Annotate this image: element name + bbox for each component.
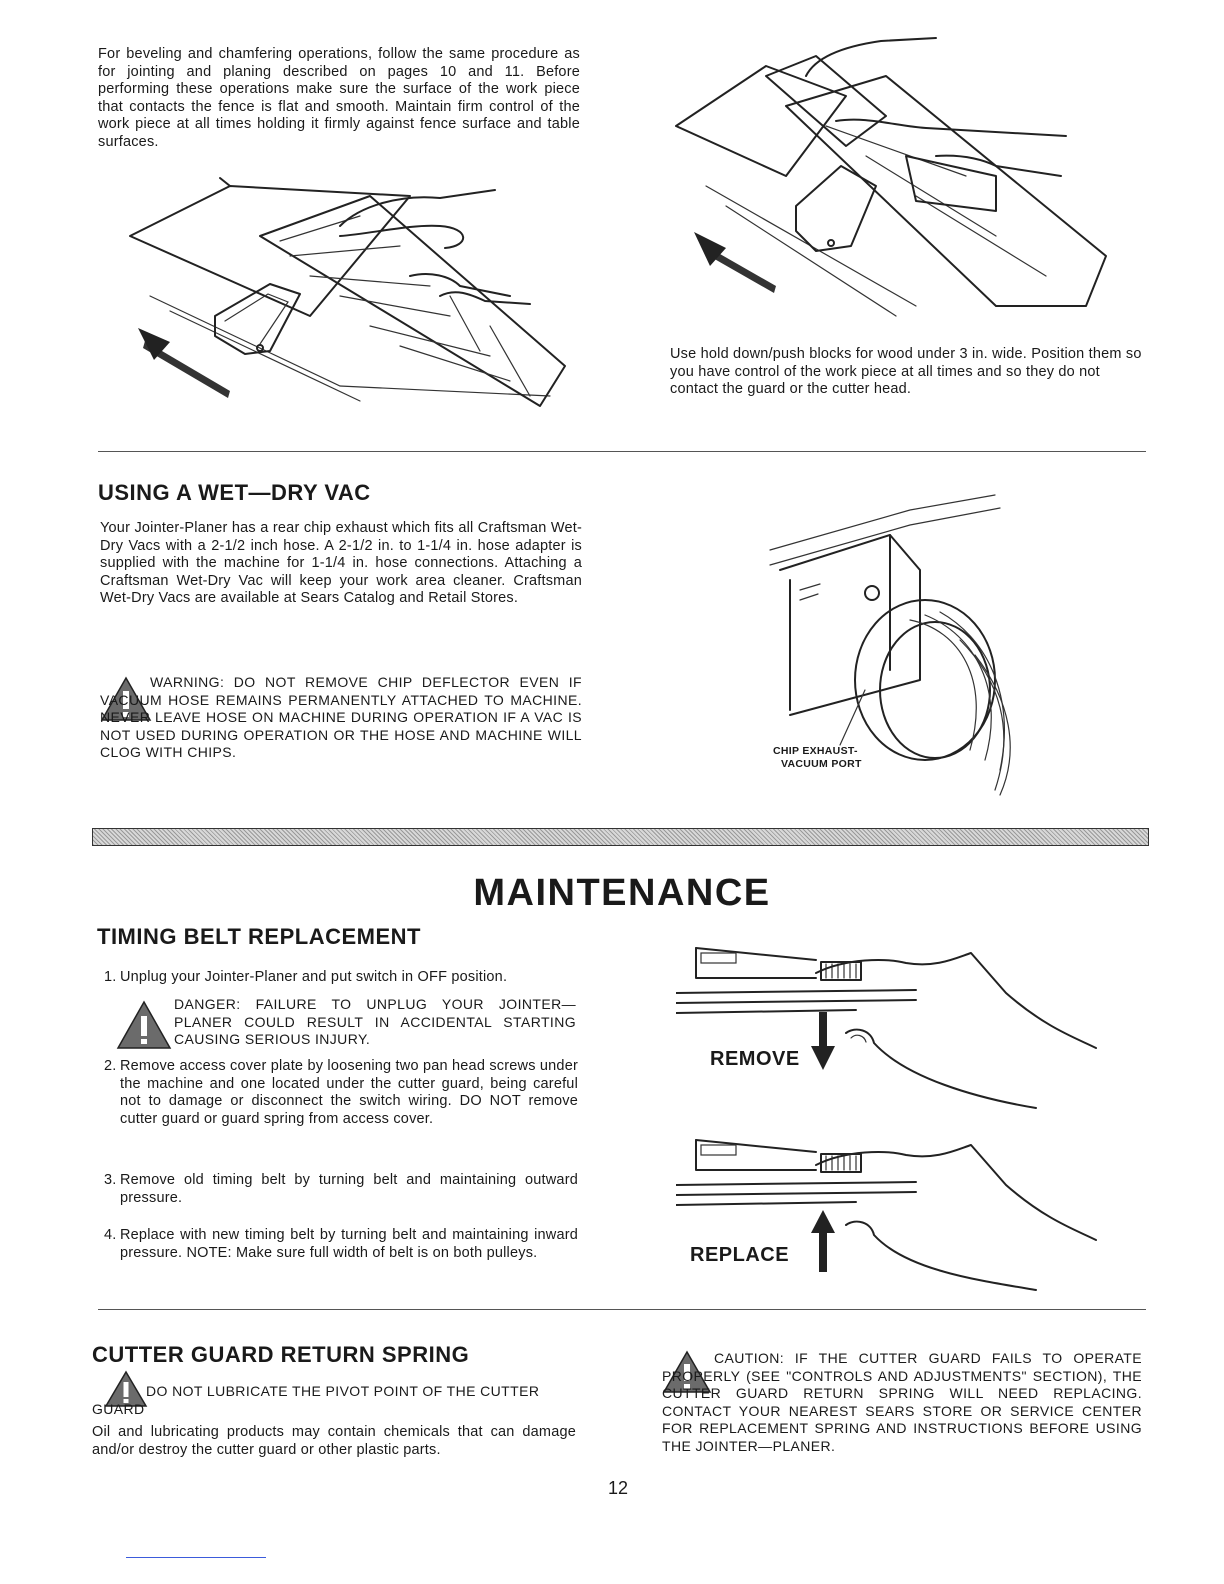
timing-belt-danger: DANGER: FAILURE TO UNPLUG YOUR JOINTER—PLANER COULD RESULT IN ACCIDENTAL STARTING CAUSING SERIOUS INJURY. [174, 996, 576, 1047]
replace-label: REPLACE [690, 1244, 790, 1266]
danger-icon [116, 1000, 172, 1050]
push-block-caption: Use hold down/push blocks for wood under 3 in. wide. Position them so you have control of the work piece at all times and so they do not contact the guard or the cutter head. [670, 346, 1142, 397]
section-divider-top [98, 451, 1146, 452]
step-number: 2. [104, 1058, 117, 1074]
vacuum-port-label-line1: CHIP EXHAUST- [773, 745, 858, 757]
wet-dry-vac-paragraph: Your Jointer-Planer has a rear chip exhaust which fits all Craftsman Wet-Dry Vacs with a 2-1/2 inch hose. A 2-1/2 in. to 1-1/4 in. hose adapter is supplied with the machine for 1-1/4 in. hose connections. Attaching a Craftsman Wet-Dry Vac will keep your work area cleaner. Craftsman Wet-Dry Vacs are available at Sears Catalog and Retail Stores. [100, 520, 582, 606]
page-number: 12 [607, 1478, 629, 1498]
step-text: Remove access cover plate by loosening two pan head screws under the machine and one located under the cutter guard, being careful not to damage or disconnect the switch wiring. DO NOT remove cutter guard or guard spring from access cover. [120, 1058, 578, 1127]
cutter-guard-caution [662, 1350, 1142, 1455]
cutter-guard-heading: CUTTER GUARD RETURN SPRING [92, 1342, 470, 1367]
step-number: 1. [104, 969, 117, 985]
cutter-guard-warning-text: DO NOT LUBRICATE THE PIVOT POINT OF THE CUTTER GUARD [92, 1383, 540, 1417]
cutter-guard-paragraph: Oil and lubricating products may contain chemicals that can damage and/or destroy the cutter guard or other plastic parts. [92, 1424, 576, 1458]
maintenance-title: MAINTENANCE [473, 872, 771, 914]
section-banner-bar [92, 828, 1149, 846]
section-divider-bottom [98, 1309, 1146, 1310]
cutter-guard-warning [92, 1383, 576, 1418]
intro-paragraph: For beveling and chamfering operations, follow the same procedure as for jointing and planing described on pages 10 and 11. Before performing these operations make sure the surface of the work piece that contacts the fence is flat and smooth. Maintain firm control of the work piece at all times holding it firmly against fence surface and table surfaces. [98, 46, 580, 150]
beveling-figure [110, 176, 580, 436]
step-number: 4. [104, 1227, 117, 1243]
vacuum-port-label-line2: VACUUM PORT [781, 758, 862, 770]
wet-dry-vac-warning [100, 674, 582, 762]
wet-dry-vac-warning-text: WARNING: DO NOT REMOVE CHIP DEFLECTOR EVEN IF VACUUM HOSE REMAINS PERMANENTLY ATTACHED TO MACHINE. NEVER LEAVE HOSE ON MACHINE DURING OPERATION IF A VAC IS NOT USED DURING OPERATION OR THE HOSE AND MACHINE WILL CLOG WITH CHIPS. [100, 674, 582, 760]
cutter-guard-caution-text: CAUTION: IF THE CUTTER GUARD FAILS TO OPERATE PROPERLY (SEE "CONTROLS AND ADJUSTMENTS" SECTION), THE CUTTER GUARD RETURN SPRING WILL NEED REPLACING. CONTACT YOUR NEAREST SEARS STORE OR SERVICE CENTER FOR REPLACEMENT SPRING AND INSTRUCTIONS BEFORE USING THE JOINTER—PLANER. [662, 1350, 1142, 1454]
belt-replace-figure [676, 1130, 1106, 1300]
belt-remove-figure [676, 938, 1106, 1128]
step-number: 3. [104, 1172, 117, 1188]
footer-line [126, 1557, 266, 1558]
vacuum-port-label [773, 745, 893, 771]
step-text: Replace with new timing belt by turning belt and maintaining inward pressure. NOTE: Make sure full width of belt is on both pulleys. [120, 1227, 578, 1261]
wet-dry-vac-heading: USING A WET—DRY VAC [98, 480, 371, 505]
remove-label: REMOVE [710, 1048, 800, 1070]
timing-belt-heading: TIMING BELT REPLACEMENT [97, 924, 421, 949]
push-block-figure [666, 36, 1156, 326]
step-text: Remove old timing belt by turning belt and maintaining outward pressure. [120, 1172, 578, 1206]
step-text: Unplug your Jointer-Planer and put switch in OFF position. [120, 969, 508, 985]
